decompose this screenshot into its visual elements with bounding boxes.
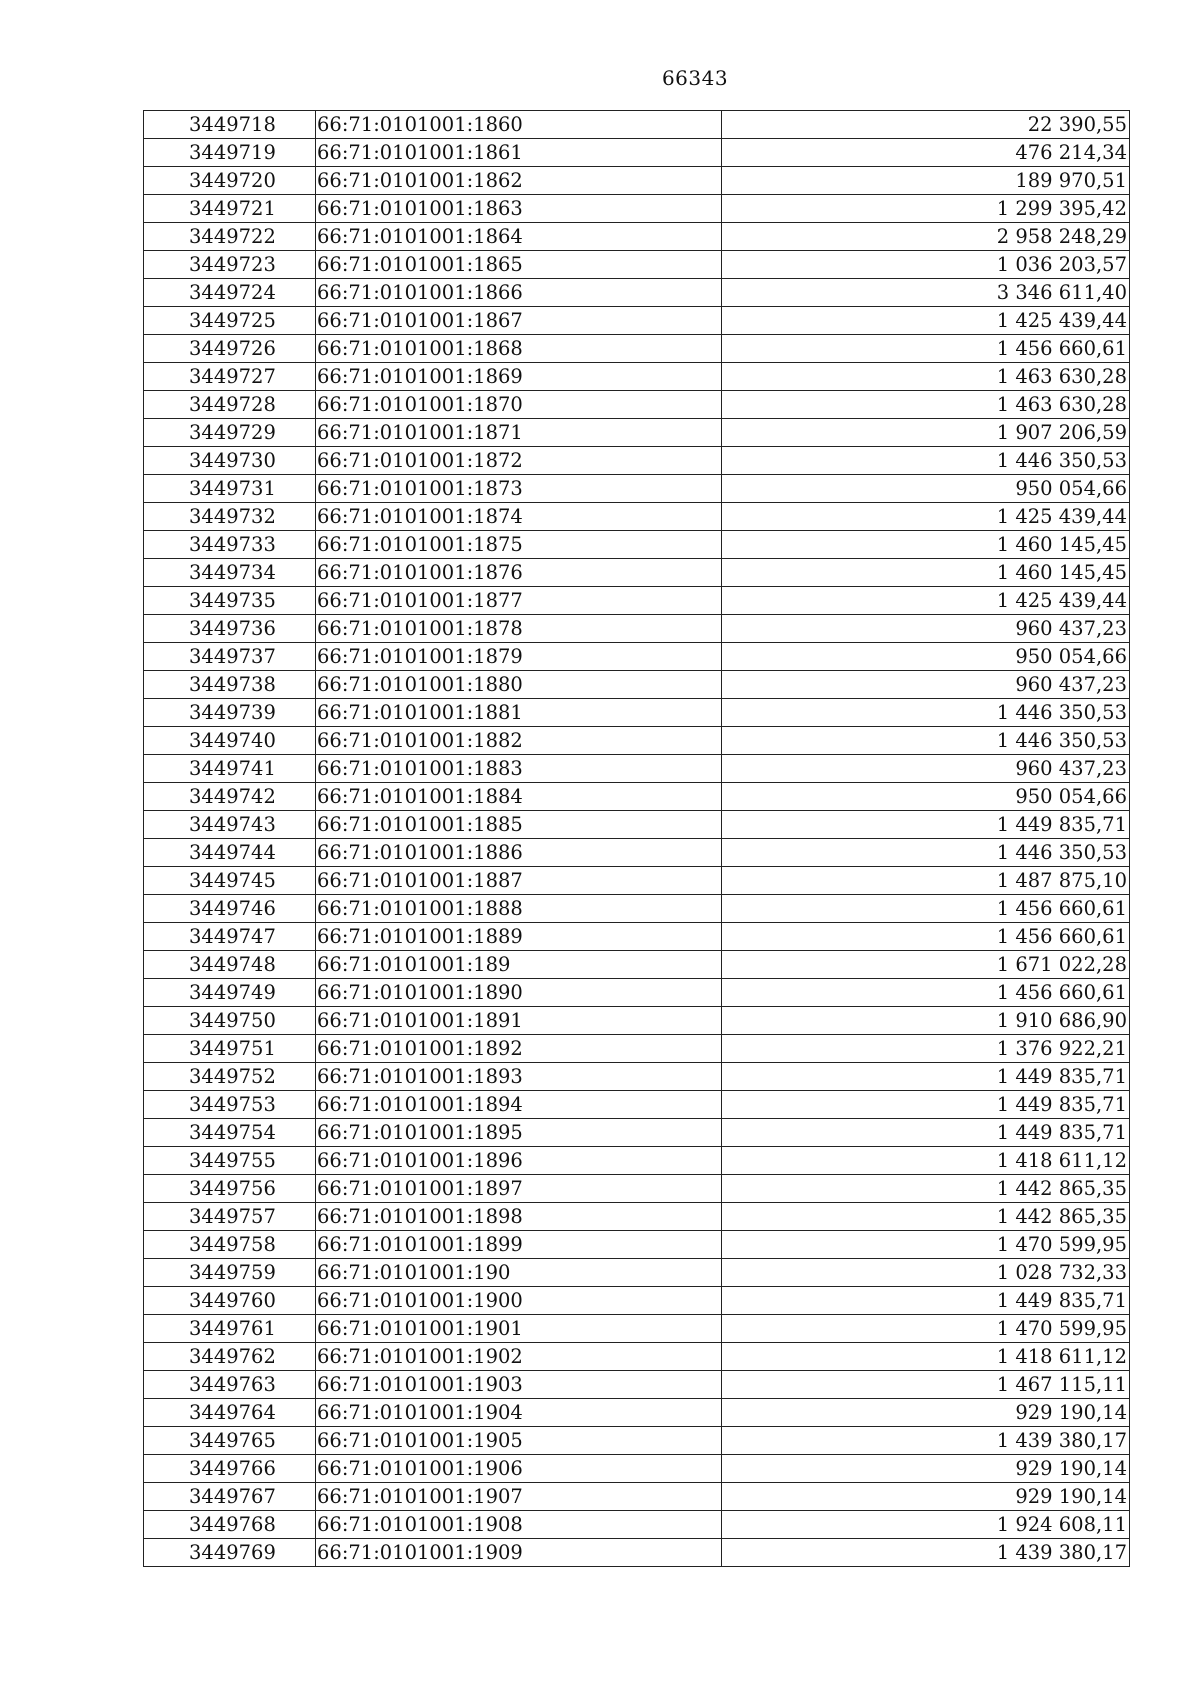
table-row (144, 1175, 1130, 1203)
cadastral-number-cell: 66:71:0101001:1876 (316, 559, 722, 587)
table-row (144, 755, 1130, 783)
table-row (144, 727, 1130, 755)
cadastral-number-cell: 66:71:0101001:1897 (316, 1175, 722, 1203)
value-cell: 1 425 439,44 (722, 307, 1130, 335)
cadastral-number-cell: 66:71:0101001:1888 (316, 895, 722, 923)
cadastral-number-cell: 66:71:0101001:1901 (316, 1315, 722, 1343)
table-row (144, 1147, 1130, 1175)
table-row (144, 447, 1130, 475)
table-row (144, 1259, 1130, 1287)
row-id-cell: 3449766 (144, 1455, 316, 1483)
row-id-cell: 3449737 (144, 643, 316, 671)
row-id-cell: 3449725 (144, 307, 316, 335)
table-row (144, 307, 1130, 335)
cadastral-number-cell: 66:71:0101001:1879 (316, 643, 722, 671)
cadastral-number-cell: 66:71:0101001:1898 (316, 1203, 722, 1231)
value-cell: 1 376 922,21 (722, 1035, 1130, 1063)
value-cell: 960 437,23 (722, 615, 1130, 643)
table-row (144, 1399, 1130, 1427)
row-id-cell: 3449741 (144, 755, 316, 783)
value-cell: 1 456 660,61 (722, 335, 1130, 363)
value-cell: 1 425 439,44 (722, 587, 1130, 615)
table-row (144, 1455, 1130, 1483)
value-cell: 1 449 835,71 (722, 1091, 1130, 1119)
value-cell: 1 439 380,17 (722, 1427, 1130, 1455)
value-cell: 929 190,14 (722, 1399, 1130, 1427)
cadastral-number-cell: 66:71:0101001:1869 (316, 363, 722, 391)
cadastral-number-cell: 66:71:0101001:1890 (316, 979, 722, 1007)
value-cell: 960 437,23 (722, 755, 1130, 783)
table-row (144, 1231, 1130, 1259)
row-id-cell: 3449755 (144, 1147, 316, 1175)
table-row (144, 671, 1130, 699)
cadastral-number-cell: 66:71:0101001:1866 (316, 279, 722, 307)
table-row (144, 1371, 1130, 1399)
row-id-cell: 3449757 (144, 1203, 316, 1231)
cadastral-number-cell: 66:71:0101001:1861 (316, 139, 722, 167)
row-id-cell: 3449768 (144, 1511, 316, 1539)
table-row (144, 1483, 1130, 1511)
table-row (144, 1091, 1130, 1119)
cadastral-number-cell: 66:71:0101001:1886 (316, 839, 722, 867)
cadastral-number-cell: 66:71:0101001:1862 (316, 167, 722, 195)
cadastral-number-cell: 66:71:0101001:1906 (316, 1455, 722, 1483)
table-row (144, 531, 1130, 559)
row-id-cell: 3449729 (144, 419, 316, 447)
cadastral-number-cell: 66:71:0101001:1871 (316, 419, 722, 447)
row-id-cell: 3449731 (144, 475, 316, 503)
row-id-cell: 3449746 (144, 895, 316, 923)
value-cell: 1 036 203,57 (722, 251, 1130, 279)
row-id-cell: 3449724 (144, 279, 316, 307)
value-cell: 1 671 022,28 (722, 951, 1130, 979)
table-row (144, 1203, 1130, 1231)
value-cell: 1 470 599,95 (722, 1315, 1130, 1343)
value-cell: 1 446 350,53 (722, 839, 1130, 867)
value-cell: 1 910 686,90 (722, 1007, 1130, 1035)
value-cell: 1 907 206,59 (722, 419, 1130, 447)
row-id-cell: 3449752 (144, 1063, 316, 1091)
cadastral-number-cell: 66:71:0101001:1863 (316, 195, 722, 223)
value-cell: 950 054,66 (722, 475, 1130, 503)
table-row (144, 363, 1130, 391)
row-id-cell: 3449769 (144, 1539, 316, 1567)
cadastral-number-cell: 66:71:0101001:1884 (316, 783, 722, 811)
row-id-cell: 3449730 (144, 447, 316, 475)
row-id-cell: 3449744 (144, 839, 316, 867)
value-cell: 1 446 350,53 (722, 727, 1130, 755)
table-row (144, 419, 1130, 447)
cadastral-number-cell: 66:71:0101001:1860 (316, 111, 722, 139)
value-cell: 1 442 865,35 (722, 1203, 1130, 1231)
table-row (144, 223, 1130, 251)
row-id-cell: 3449739 (144, 699, 316, 727)
value-cell: 1 449 835,71 (722, 1063, 1130, 1091)
row-id-cell: 3449754 (144, 1119, 316, 1147)
table-row (144, 643, 1130, 671)
table-row (144, 559, 1130, 587)
value-cell: 2 958 248,29 (722, 223, 1130, 251)
row-id-cell: 3449740 (144, 727, 316, 755)
cadastral-number-cell: 66:71:0101001:1877 (316, 587, 722, 615)
value-cell: 929 190,14 (722, 1455, 1130, 1483)
cadastral-number-cell: 66:71:0101001:1868 (316, 335, 722, 363)
table-row (144, 1287, 1130, 1315)
cadastral-number-cell: 66:71:0101001:1892 (316, 1035, 722, 1063)
row-id-cell: 3449722 (144, 223, 316, 251)
table-row (144, 1427, 1130, 1455)
cadastral-number-cell: 66:71:0101001:1896 (316, 1147, 722, 1175)
cadastral-number-cell: 66:71:0101001:1864 (316, 223, 722, 251)
value-cell: 1 439 380,17 (722, 1539, 1130, 1567)
cadastral-number-cell: 66:71:0101001:1870 (316, 391, 722, 419)
table-row (144, 111, 1130, 139)
row-id-cell: 3449760 (144, 1287, 316, 1315)
table-row (144, 1007, 1130, 1035)
cadastral-number-cell: 66:71:0101001:1873 (316, 475, 722, 503)
value-cell: 476 214,34 (722, 139, 1130, 167)
value-cell: 950 054,66 (722, 783, 1130, 811)
cadastral-number-cell: 66:71:0101001:1904 (316, 1399, 722, 1427)
value-cell: 22 390,55 (722, 111, 1130, 139)
row-id-cell: 3449720 (144, 167, 316, 195)
row-id-cell: 3449747 (144, 923, 316, 951)
table-row (144, 811, 1130, 839)
table-row (144, 1539, 1130, 1567)
cadastral-number-cell: 66:71:0101001:1887 (316, 867, 722, 895)
page-number: 66343 (661, 66, 729, 90)
row-id-cell: 3449765 (144, 1427, 316, 1455)
value-cell: 950 054,66 (722, 643, 1130, 671)
table-row (144, 895, 1130, 923)
row-id-cell: 3449767 (144, 1483, 316, 1511)
cadastral-number-cell: 66:71:0101001:1902 (316, 1343, 722, 1371)
table-row (144, 1119, 1130, 1147)
value-cell: 1 456 660,61 (722, 895, 1130, 923)
row-id-cell: 3449745 (144, 867, 316, 895)
cadastral-number-cell: 66:71:0101001:1875 (316, 531, 722, 559)
value-cell: 1 418 611,12 (722, 1147, 1130, 1175)
cadastral-number-cell: 66:71:0101001:1895 (316, 1119, 722, 1147)
cadastral-number-cell: 66:71:0101001:1893 (316, 1063, 722, 1091)
cadastral-number-cell: 66:71:0101001:1894 (316, 1091, 722, 1119)
table-row (144, 923, 1130, 951)
value-cell: 1 460 145,45 (722, 531, 1130, 559)
value-cell: 1 456 660,61 (722, 923, 1130, 951)
table-row (144, 335, 1130, 363)
table-row (144, 867, 1130, 895)
table-row (144, 391, 1130, 419)
row-id-cell: 3449756 (144, 1175, 316, 1203)
value-cell: 1 442 865,35 (722, 1175, 1130, 1203)
row-id-cell: 3449736 (144, 615, 316, 643)
row-id-cell: 3449728 (144, 391, 316, 419)
table-body (144, 111, 1130, 1567)
row-id-cell: 3449759 (144, 1259, 316, 1287)
table-row (144, 167, 1130, 195)
value-cell: 1 446 350,53 (722, 699, 1130, 727)
row-id-cell: 3449733 (144, 531, 316, 559)
row-id-cell: 3449748 (144, 951, 316, 979)
cadastral-number-cell: 66:71:0101001:1885 (316, 811, 722, 839)
table-row (144, 279, 1130, 307)
row-id-cell: 3449749 (144, 979, 316, 1007)
table-row (144, 1035, 1130, 1063)
value-cell: 1 470 599,95 (722, 1231, 1130, 1259)
table-row (144, 839, 1130, 867)
row-id-cell: 3449732 (144, 503, 316, 531)
row-id-cell: 3449762 (144, 1343, 316, 1371)
row-id-cell: 3449721 (144, 195, 316, 223)
table-row (144, 951, 1130, 979)
cadastral-value-table (143, 110, 1130, 1567)
row-id-cell: 3449735 (144, 587, 316, 615)
cadastral-number-cell: 66:71:0101001:1907 (316, 1483, 722, 1511)
cadastral-number-cell: 66:71:0101001:1909 (316, 1539, 722, 1567)
table-row (144, 139, 1130, 167)
cadastral-number-cell: 66:71:0101001:1908 (316, 1511, 722, 1539)
cadastral-number-cell: 66:71:0101001:1903 (316, 1371, 722, 1399)
table-row (144, 503, 1130, 531)
table-row (144, 1315, 1130, 1343)
value-cell: 960 437,23 (722, 671, 1130, 699)
table-row (144, 195, 1130, 223)
row-id-cell: 3449718 (144, 111, 316, 139)
cadastral-number-cell: 66:71:0101001:1878 (316, 615, 722, 643)
table-row (144, 1343, 1130, 1371)
value-cell: 1 446 350,53 (722, 447, 1130, 475)
row-id-cell: 3449743 (144, 811, 316, 839)
cadastral-number-cell: 66:71:0101001:1867 (316, 307, 722, 335)
row-id-cell: 3449764 (144, 1399, 316, 1427)
value-cell: 1 449 835,71 (722, 1287, 1130, 1315)
row-id-cell: 3449758 (144, 1231, 316, 1259)
row-id-cell: 3449761 (144, 1315, 316, 1343)
row-id-cell: 3449742 (144, 783, 316, 811)
value-cell: 1 460 145,45 (722, 559, 1130, 587)
row-id-cell: 3449734 (144, 559, 316, 587)
value-cell: 1 449 835,71 (722, 811, 1130, 839)
value-cell: 929 190,14 (722, 1483, 1130, 1511)
row-id-cell: 3449751 (144, 1035, 316, 1063)
row-id-cell: 3449738 (144, 671, 316, 699)
value-cell: 1 449 835,71 (722, 1119, 1130, 1147)
value-cell: 1 463 630,28 (722, 363, 1130, 391)
cadastral-number-cell: 66:71:0101001:1883 (316, 755, 722, 783)
cadastral-number-cell: 66:71:0101001:1872 (316, 447, 722, 475)
table-row (144, 783, 1130, 811)
value-cell: 1 028 732,33 (722, 1259, 1130, 1287)
value-cell: 1 425 439,44 (722, 503, 1130, 531)
cadastral-number-cell: 66:71:0101001:189 (316, 951, 722, 979)
value-cell: 1 487 875,10 (722, 867, 1130, 895)
cadastral-number-cell: 66:71:0101001:1874 (316, 503, 722, 531)
row-id-cell: 3449727 (144, 363, 316, 391)
table-row (144, 979, 1130, 1007)
cadastral-number-cell: 66:71:0101001:190 (316, 1259, 722, 1287)
cadastral-number-cell: 66:71:0101001:1882 (316, 727, 722, 755)
table-row (144, 615, 1130, 643)
cadastral-number-cell: 66:71:0101001:1905 (316, 1427, 722, 1455)
cadastral-number-cell: 66:71:0101001:1889 (316, 923, 722, 951)
value-cell: 3 346 611,40 (722, 279, 1130, 307)
table-row (144, 251, 1130, 279)
row-id-cell: 3449726 (144, 335, 316, 363)
value-cell: 1 456 660,61 (722, 979, 1130, 1007)
cadastral-number-cell: 66:71:0101001:1900 (316, 1287, 722, 1315)
row-id-cell: 3449750 (144, 1007, 316, 1035)
value-cell: 1 463 630,28 (722, 391, 1130, 419)
table-row (144, 587, 1130, 615)
cadastral-number-cell: 66:71:0101001:1891 (316, 1007, 722, 1035)
row-id-cell: 3449719 (144, 139, 316, 167)
table-row (144, 1511, 1130, 1539)
row-id-cell: 3449753 (144, 1091, 316, 1119)
value-cell: 1 418 611,12 (722, 1343, 1130, 1371)
cadastral-number-cell: 66:71:0101001:1899 (316, 1231, 722, 1259)
table-row (144, 699, 1130, 727)
row-id-cell: 3449723 (144, 251, 316, 279)
value-cell: 1 467 115,11 (722, 1371, 1130, 1399)
cadastral-number-cell: 66:71:0101001:1865 (316, 251, 722, 279)
table-row (144, 1063, 1130, 1091)
cadastral-number-cell: 66:71:0101001:1881 (316, 699, 722, 727)
table-row (144, 475, 1130, 503)
value-cell: 189 970,51 (722, 167, 1130, 195)
row-id-cell: 3449763 (144, 1371, 316, 1399)
cadastral-number-cell: 66:71:0101001:1880 (316, 671, 722, 699)
value-cell: 1 299 395,42 (722, 195, 1130, 223)
value-cell: 1 924 608,11 (722, 1511, 1130, 1539)
